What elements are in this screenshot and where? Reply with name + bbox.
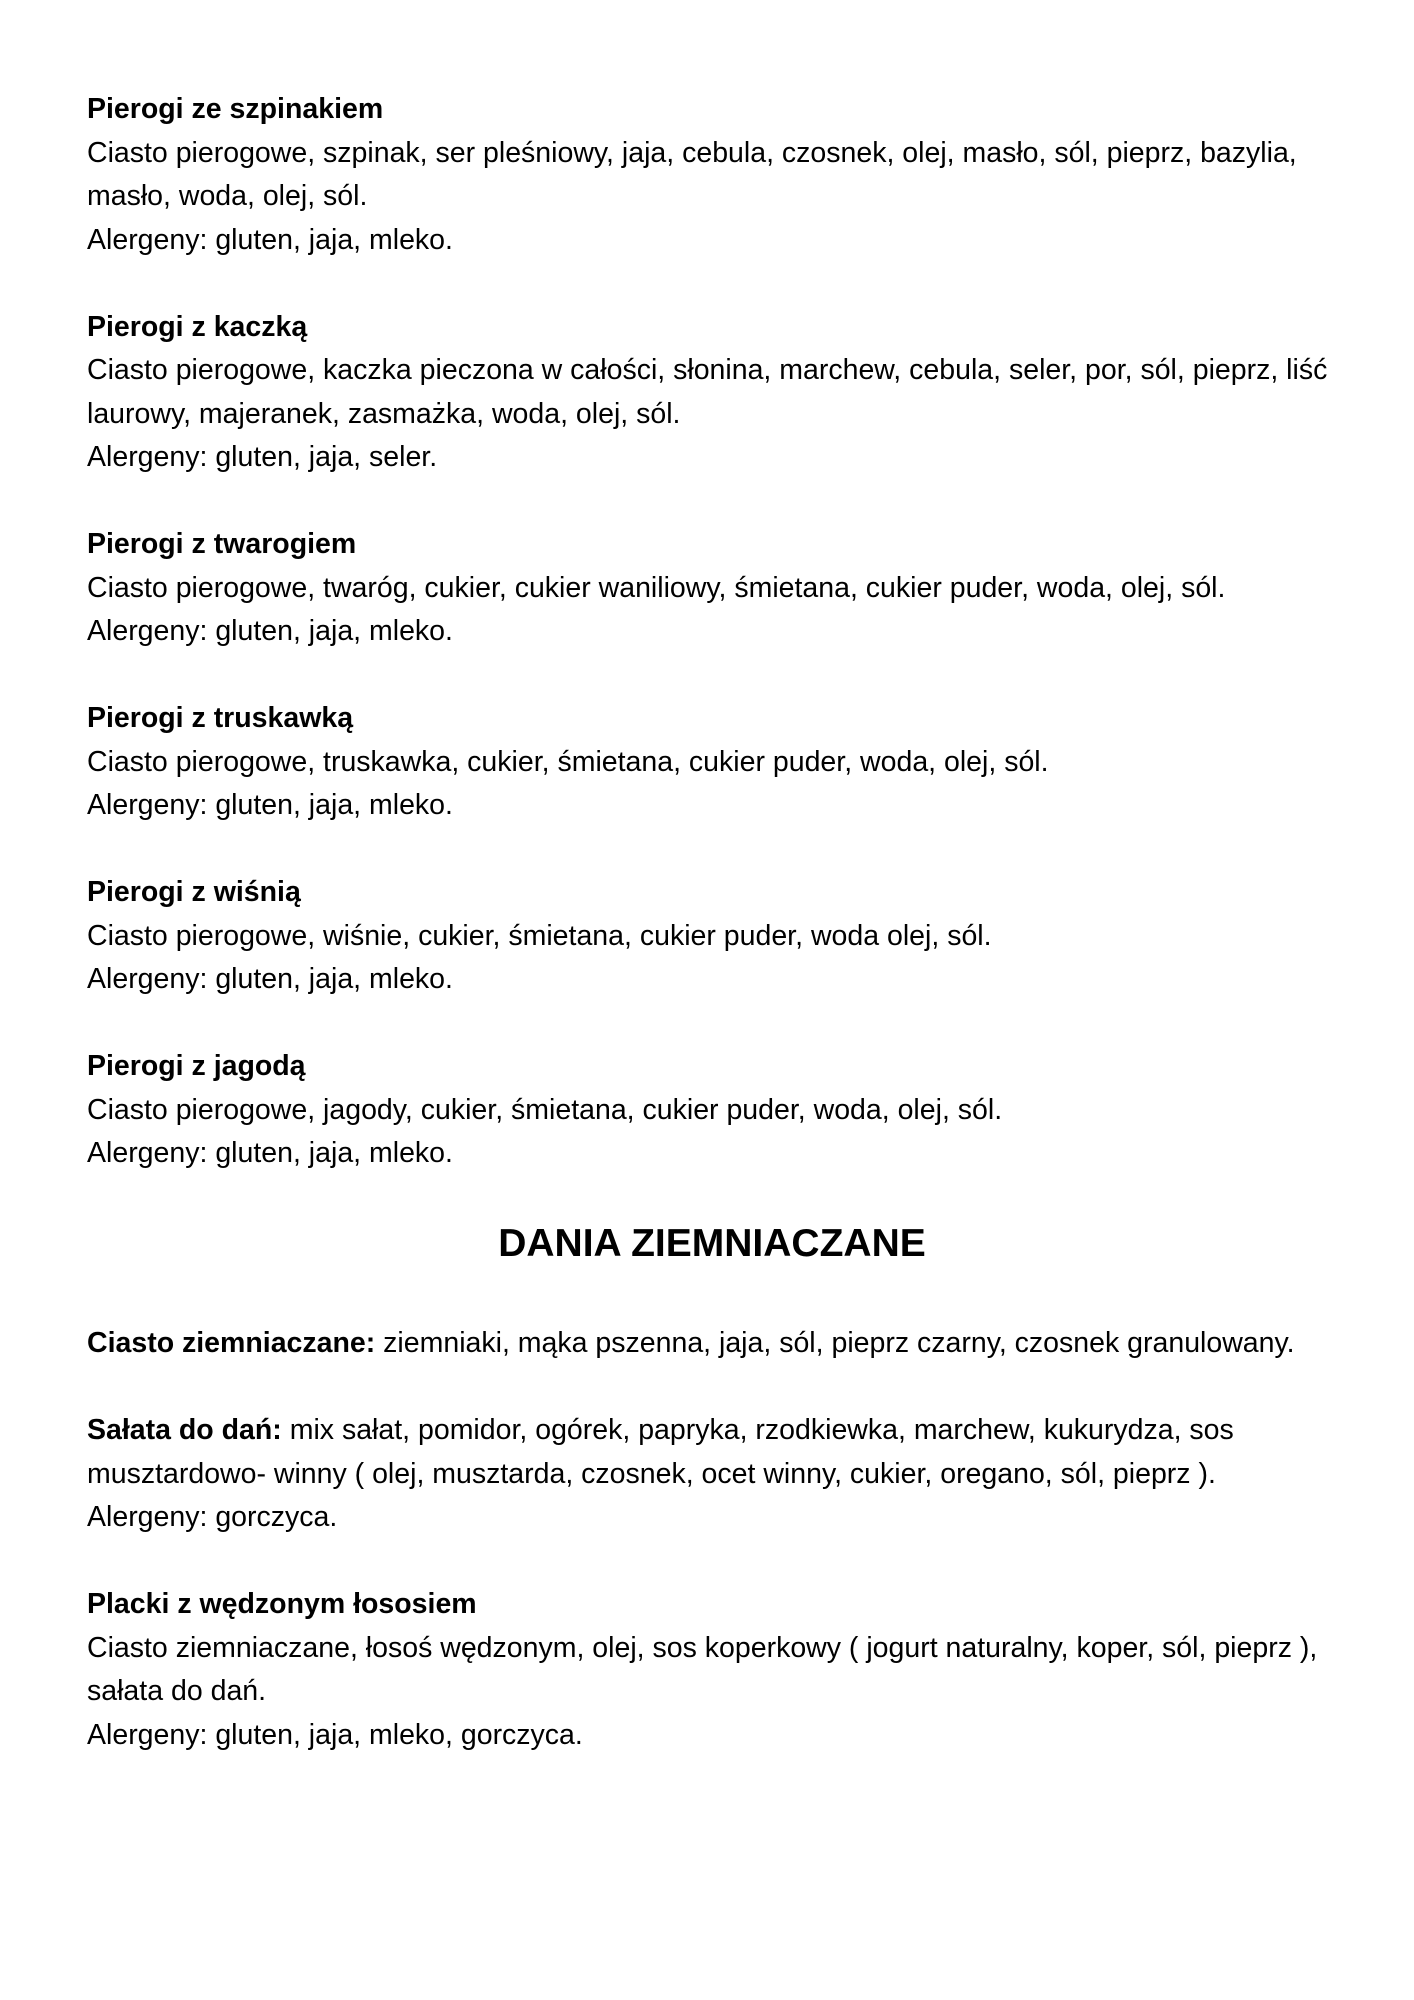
dish-title: Placki z wędzonym łososiem [87,1588,477,1620]
section-heading: DANIA ZIEMNIACZANE [498,1222,926,1265]
dish-description [87,1322,1337,1366]
dish-title: Ciasto ziemniaczane: [87,1327,376,1359]
menu-page [87,88,1337,1801]
menu-item-pierogi-twarog [87,523,1337,654]
dish-ingredients: Ciasto pierogowe, twaróg, cukier, cukier waniliowy, śmietana, cukier puder, woda, olej, sól. [87,571,1226,604]
dish-title: Pierogi ze szpinakiem [87,93,384,125]
menu-item-pierogi-truskawka [87,697,1337,828]
menu-item-salata [87,1409,1337,1540]
dish-title: Pierogi z twarogiem [87,528,357,560]
dish-ingredients: Ciasto pierogowe, wiśnie, cukier, śmietana, cukier puder, woda olej, sól. [87,919,992,952]
dish-ingredients: Ciasto pierogowe, jagody, cukier, śmietana, cukier puder, woda, olej, sól. [87,1093,1003,1126]
dish-description [87,1409,1337,1496]
menu-item-placki-losos [87,1583,1337,1757]
dish-allergens: Alergeny: gluten, jaja, mleko. [87,1137,453,1169]
dish-allergens: Alergeny: gluten, jaja, seler. [87,441,438,473]
dish-allergens: Alergeny: gluten, jaja, mleko. [87,615,453,647]
menu-item-pierogi-kaczka [87,306,1337,480]
dish-allergens: Alergeny: gorczyca. [87,1501,338,1533]
dish-title: Pierogi z kaczką [87,310,308,343]
menu-item-pierogi-szpinak [87,88,1337,262]
dish-allergens: Alergeny: gluten, jaja, mleko. [87,963,453,995]
menu-item-ciasto-ziemniaczane [87,1322,1337,1366]
dish-ingredients: Ciasto pierogowe, truskawka, cukier, śmietana, cukier puder, woda, olej, sól. [87,745,1049,778]
menu-item-pierogi-wisnia [87,871,1337,1002]
dish-ingredients: Ciasto ziemniaczane, łosoś wędzonym, olej, sos koperkowy ( jogurt naturalny, koper, sól, pieprz ), sałata do dań. [87,1631,1318,1707]
dish-ingredients: Ciasto pierogowe, szpinak, ser pleśniowy, jaja, cebula, czosnek, olej, masło, sól, pieprz, bazylia, masło, woda, olej, sól. [87,136,1297,212]
dish-title: Pierogi z jagodą [87,1050,306,1082]
menu-item-pierogi-jagoda [87,1045,1337,1176]
dish-allergens: Alergeny: gluten, jaja, mleko. [87,789,453,821]
dish-title: Pierogi z truskawką [87,702,354,734]
dish-ingredients: Ciasto pierogowe, kaczka pieczona w całości, słonina, marchew, cebula, seler, por, sól, pieprz, liść laurowy, majeranek, zasmażka, woda, olej, sól. [87,354,1328,430]
dish-ingredients: mix sałat, pomidor, ogórek, papryka, rzodkiewka, marchew, kukurydza, sos musztardowo- winny ( olej, musztarda, czosnek, ocet winny, cukier, oregano, sól, pieprz ). [87,1414,1234,1490]
dish-title: Pierogi z wiśnią [87,876,301,908]
dish-title: Sałata do dań: [87,1414,282,1446]
dish-ingredients: ziemniaki, mąka pszenna, jaja, sól, pieprz czarny, czosnek granulowany. [375,1327,1295,1359]
dish-allergens: Alergeny: gluten, jaja, mleko. [87,223,453,256]
dish-allergens: Alergeny: gluten, jaja, mleko, gorczyca. [87,1718,583,1751]
